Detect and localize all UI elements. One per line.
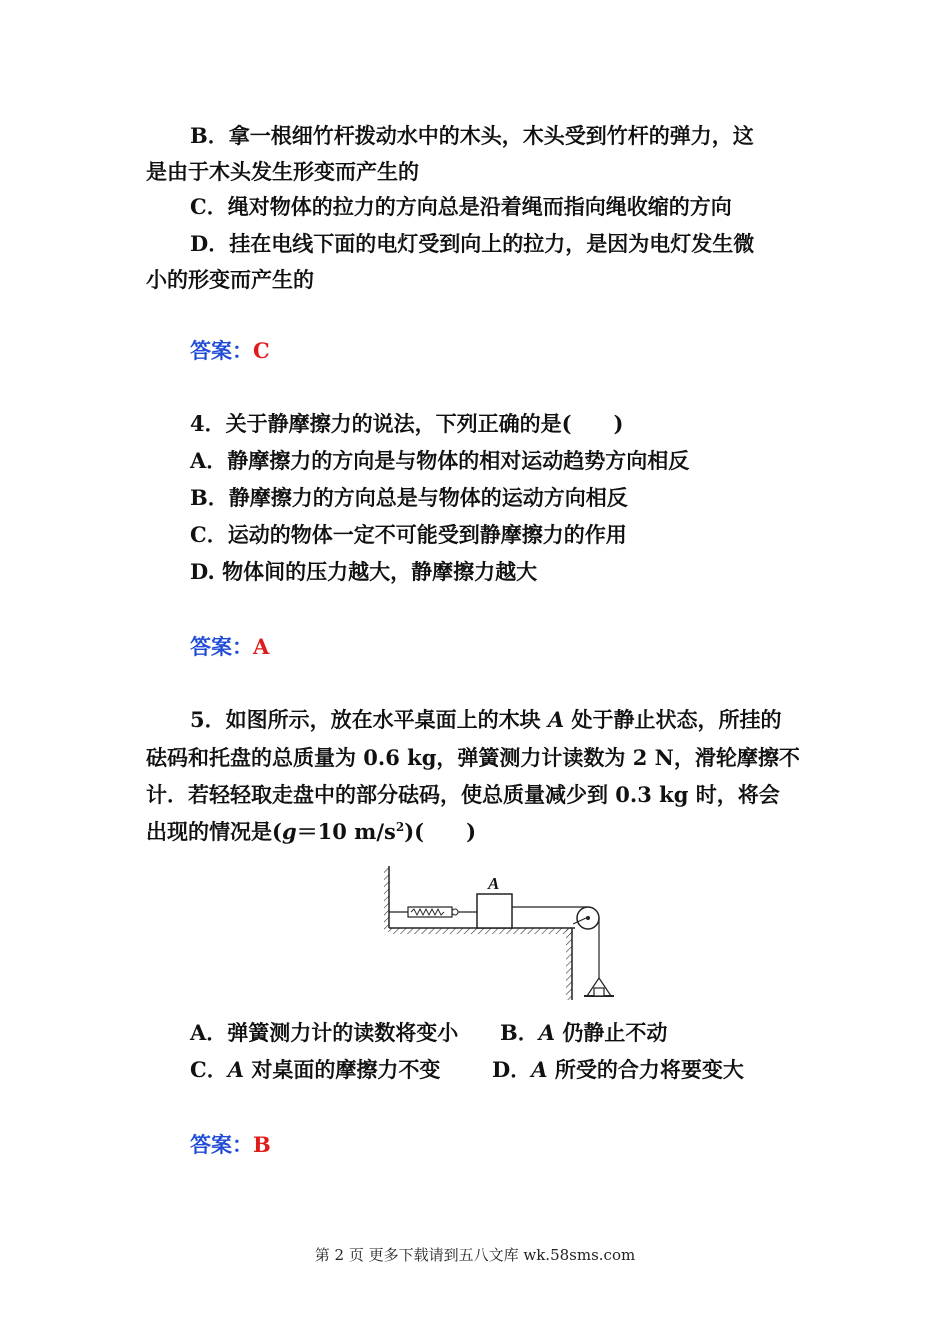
- q5-option-c: [190, 1055, 440, 1085]
- physics-diagram: [380, 862, 620, 1004]
- answer-value: B: [253, 1132, 271, 1157]
- table-edge-hatch: [566, 928, 572, 1000]
- q3-option-b-line2: 是由于木头发生形变而产生的: [146, 159, 419, 184]
- q4-option-a: A．静摩擦力的方向是与物体的相对运动趋势方向相反: [190, 448, 690, 473]
- table-hatch: [389, 928, 573, 934]
- q5-stem-line2: 砝码和托盘的总质量为 0.6 kg，弹簧测力计读数为 2 N，滑轮摩擦不: [146, 745, 800, 770]
- variable-a: A: [538, 1020, 556, 1045]
- q3-option-b-line1: B．拿一根细竹杆拨动水中的木头，木头受到竹杆的弹力，这: [190, 123, 754, 148]
- answer-value: C: [253, 338, 270, 363]
- q5-stem-line1: [190, 705, 782, 735]
- exponent: 2: [395, 820, 405, 834]
- page-footer: 第 2 页 更多下载请到五八文库 wk.58sms.com: [314, 1246, 636, 1264]
- text: 处于静止状态，所挂的: [564, 707, 782, 732]
- q4-option-c: C．运动的物体一定不可能受到静摩擦力的作用: [190, 522, 627, 547]
- answer-label: 答案：: [190, 338, 253, 363]
- text: )( ): [404, 819, 477, 844]
- text: 出现的情况是(: [146, 819, 282, 844]
- q4-option-d: D. 物体间的压力越大，静摩擦力越大: [190, 559, 538, 584]
- variable-a: A: [547, 707, 565, 732]
- variable-a: A: [531, 1057, 548, 1082]
- q4-option-b: B．静摩擦力的方向总是与物体的运动方向相反: [190, 485, 628, 510]
- answer-label: 答案：: [190, 634, 253, 659]
- block-a-label: A: [488, 874, 500, 893]
- q5-option-a: A．弹簧测力计的读数将变小: [190, 1020, 459, 1045]
- q4-stem: 4．关于静摩擦力的说法，下列正确的是( ): [190, 411, 624, 436]
- text: ＝10 m/s: [296, 819, 396, 844]
- weight: [594, 988, 604, 996]
- q3-option-d-line1: D．挂在电线下面的电灯受到向上的拉力，是因为电灯发生微: [190, 231, 755, 256]
- q3-option-d-line2: 小的形变而产生的: [146, 267, 314, 292]
- q3-option-c: C．绳对物体的拉力的方向总是沿着绳而指向绳收缩的方向: [190, 194, 732, 219]
- q3-answer: [190, 336, 270, 366]
- scale-ring: [452, 909, 458, 915]
- variable-a: A: [227, 1057, 245, 1082]
- text: 仍静止不动: [555, 1020, 668, 1045]
- q5-option-d: [492, 1055, 744, 1085]
- variable-g: g: [281, 819, 297, 844]
- q5-stem-line4: [146, 817, 476, 847]
- text: 对桌面的摩擦力不变: [244, 1057, 441, 1082]
- answer-value: A: [253, 634, 270, 659]
- q5-stem-line3: 计．若轻轻取走盘中的部分砝码，使总质量减少到 0.3 kg 时，将会: [146, 782, 780, 807]
- q4-answer: [190, 632, 269, 662]
- text: 所受的合力将要变大: [547, 1057, 744, 1082]
- text: C．: [190, 1057, 228, 1082]
- q5-answer: [190, 1130, 271, 1160]
- pulley-axle: [586, 916, 590, 920]
- text: 5．如图所示，放在水平桌面上的木块: [190, 707, 548, 732]
- text: B．: [500, 1020, 539, 1045]
- answer-label: 答案：: [190, 1132, 253, 1157]
- text: D．: [492, 1057, 532, 1082]
- block-a: [477, 894, 512, 928]
- q5-option-b: [500, 1018, 667, 1048]
